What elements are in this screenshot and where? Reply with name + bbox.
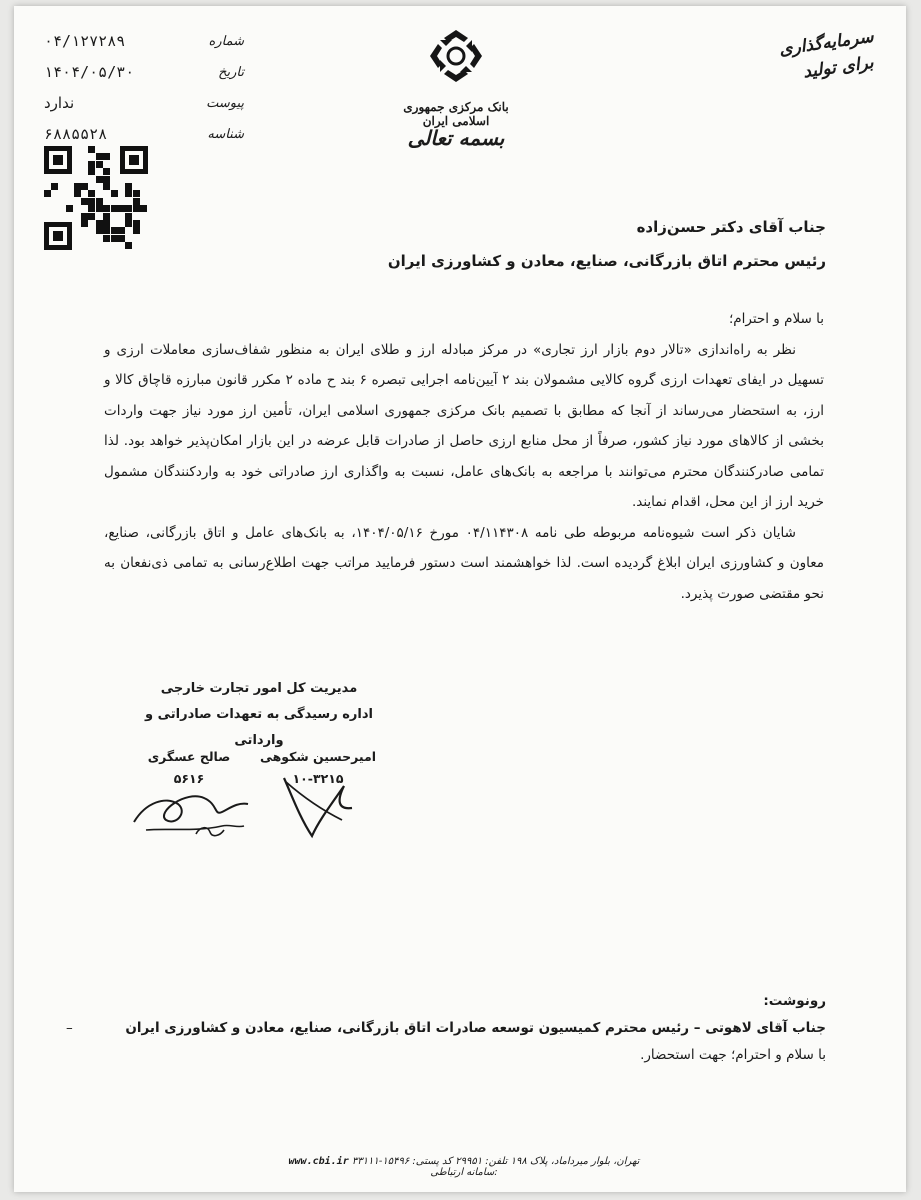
qr-module <box>88 146 95 153</box>
meta-row-number <box>44 32 244 63</box>
qr-module <box>96 198 103 205</box>
qr-module <box>111 235 118 242</box>
qr-module <box>103 176 110 183</box>
letter-body <box>104 304 824 609</box>
qr-module <box>103 168 110 175</box>
meta-row-date <box>44 63 244 94</box>
body-paragraph-1: نظر به راه‌اندازی «تالار دوم بازار ارز تجاری» در مرکز مبادله ارز و طلای ایران به منظور شفاف‌سازی معاملات ارزی و تسهیل در ایفای تعهدات ارزی گروه کالایی مشمولان بند ۲ آیین‌نامه اجرایی تبصره ۶ بند ح ماده ۲ مکرر قانون مبارزه قاچاق کالا و ارز، به استحضار می‌رساند از آنجا که مطابق با تصمیم بانک مرکزی جمهوری اسلامی ایران، تأمین ارز مورد نیاز جهت واردات بخشی از کالاهای مورد نیاز کشور، صرفاً از محل منابع ارزی حاصل از صادرات قابل عرضه در این بازار امکان‌پذیر خواهد بود. لذا تمامی صادرکنندگان محترم می‌توانند با مراجعه به بانک‌های عامل، نسبت به واگذاری ارز صادراتی خود به واردکنندگان مشمول خرید ارز از این محل، اقدام نمایند. <box>104 341 825 510</box>
qr-module <box>103 213 110 220</box>
qr-module <box>133 198 140 205</box>
qr-module <box>111 227 118 234</box>
footer-address: تهران، بلوار میرداماد، پلاک ۱۹۸ تلفن: ۲۹۹۵۱ کد پستی: ۱۵۴۹۶-۳۳۱۱۱ سامانه ارتباطی: <box>351 1156 640 1178</box>
letter-page <box>14 6 906 1192</box>
letter-date: ۱۴۰۴/۰۵/۳۰ <box>44 63 135 81</box>
cc-recipient: جناب آقای لاهوتی – رئیس محترم کمیسیون توسعه صادرات اتاق بازرگانی، صنایع، معادن و کشاورزی ایران <box>125 1020 826 1036</box>
letter-attachment-label: پیوست <box>206 96 244 111</box>
greeting: با سلام و احترام؛ <box>728 311 824 327</box>
bank-logo <box>394 28 518 178</box>
office-name: اداره رسیدگی به تعهدات صادراتی و وارداتی <box>145 707 373 748</box>
cbi-emblem-icon <box>428 28 484 84</box>
qr-module <box>81 198 88 205</box>
letter-footer <box>284 1156 644 1178</box>
signer-2-name: امیرحسین شکوهی <box>259 749 377 764</box>
signature-1-icon <box>126 782 256 842</box>
qr-module <box>88 213 95 220</box>
qr-module <box>51 183 58 190</box>
qr-module <box>118 205 125 212</box>
qr-module <box>96 153 103 160</box>
qr-module <box>111 190 118 197</box>
qr-module <box>96 227 103 234</box>
qr-module <box>81 183 88 190</box>
qr-module <box>103 183 110 190</box>
qr-module <box>125 183 132 190</box>
qr-module <box>88 168 95 175</box>
qr-module <box>88 205 95 212</box>
letter-number-label: شماره <box>208 34 244 49</box>
year-slogan <box>754 28 874 98</box>
basmala: بسمه تعالی <box>407 126 505 150</box>
qr-module <box>125 190 132 197</box>
slogan-line-2: برای تولید <box>801 52 875 83</box>
qr-module <box>88 198 95 205</box>
qr-module <box>81 213 88 220</box>
qr-module <box>88 161 95 168</box>
qr-module <box>81 220 88 227</box>
letter-attachment: ندارد <box>44 94 75 112</box>
signer-1-code: ۵۶۱۶ <box>173 771 205 786</box>
qr-module <box>103 153 110 160</box>
qr-module <box>74 183 81 190</box>
cc-section <box>66 988 826 1069</box>
qr-module <box>118 235 125 242</box>
bank-name: بانک مرکزی جمهوری اسلامی ایران <box>403 100 509 128</box>
qr-module <box>118 227 125 234</box>
signer-2-code: ۱۰-۳۲۱۵ <box>292 771 344 786</box>
signature-department <box>134 676 384 754</box>
letter-date-label: تاریخ <box>218 65 244 80</box>
letter-id: ۶۸۸۵۵۲۸ <box>44 125 108 143</box>
slogan-line-1: سرمایه‌گذاری <box>777 26 875 60</box>
qr-module <box>103 235 110 242</box>
letter-metadata <box>44 32 244 156</box>
qr-module <box>44 190 51 197</box>
qr-module <box>88 190 95 197</box>
qr-module <box>96 220 103 227</box>
qr-module <box>103 227 110 234</box>
letter-id-label: شناسه <box>207 127 244 142</box>
qr-module <box>96 176 103 183</box>
meta-row-attachment <box>44 94 244 125</box>
addressee-name: جناب آقای دکتر حسن‌زاده <box>636 218 826 236</box>
qr-module <box>103 220 110 227</box>
body-paragraph-2: شایان ذکر است شیوه‌نامه مربوطه طی نامه ۰۴/۱۱۴۳۰۸ مورخ ۱۴۰۴/۰۵/۱۶، به بانک‌های عامل و اتاق بازرگانی، صنایع، معاون و کشاورزی ایران ابلاغ گردیده است. لذا خواهشمند است دستور فرمایید مراتب جهت اطلاع‌رسانی به تمامی ذی‌نفعان به نحو مقتضی صورت پذیرد. <box>104 524 824 602</box>
footer-website: www.cbi.ir <box>288 1156 349 1167</box>
qr-module <box>133 190 140 197</box>
signer-1-name: صالح عسگری <box>147 749 231 764</box>
addressee <box>126 210 826 278</box>
qr-module <box>96 205 103 212</box>
qr-module <box>103 205 110 212</box>
department-name: مدیریت کل امور تجارت خارجی <box>160 681 358 696</box>
addressee-title: رئیس محترم اتاق بازرگانی، صنایع، معادن و کشاورزی ایران <box>387 252 826 270</box>
cc-title: رونوشت: <box>763 993 826 1009</box>
qr-module <box>66 205 73 212</box>
qr-module <box>111 205 118 212</box>
letter-number: ۰۴/۱۲۷۲۸۹ <box>44 32 126 50</box>
cc-bullet: – <box>66 1020 73 1036</box>
qr-module <box>74 190 81 197</box>
signature-2-icon <box>278 772 358 842</box>
qr-module <box>96 161 103 168</box>
cc-note: با سلام و احترام؛ جهت استحضار. <box>640 1047 826 1063</box>
